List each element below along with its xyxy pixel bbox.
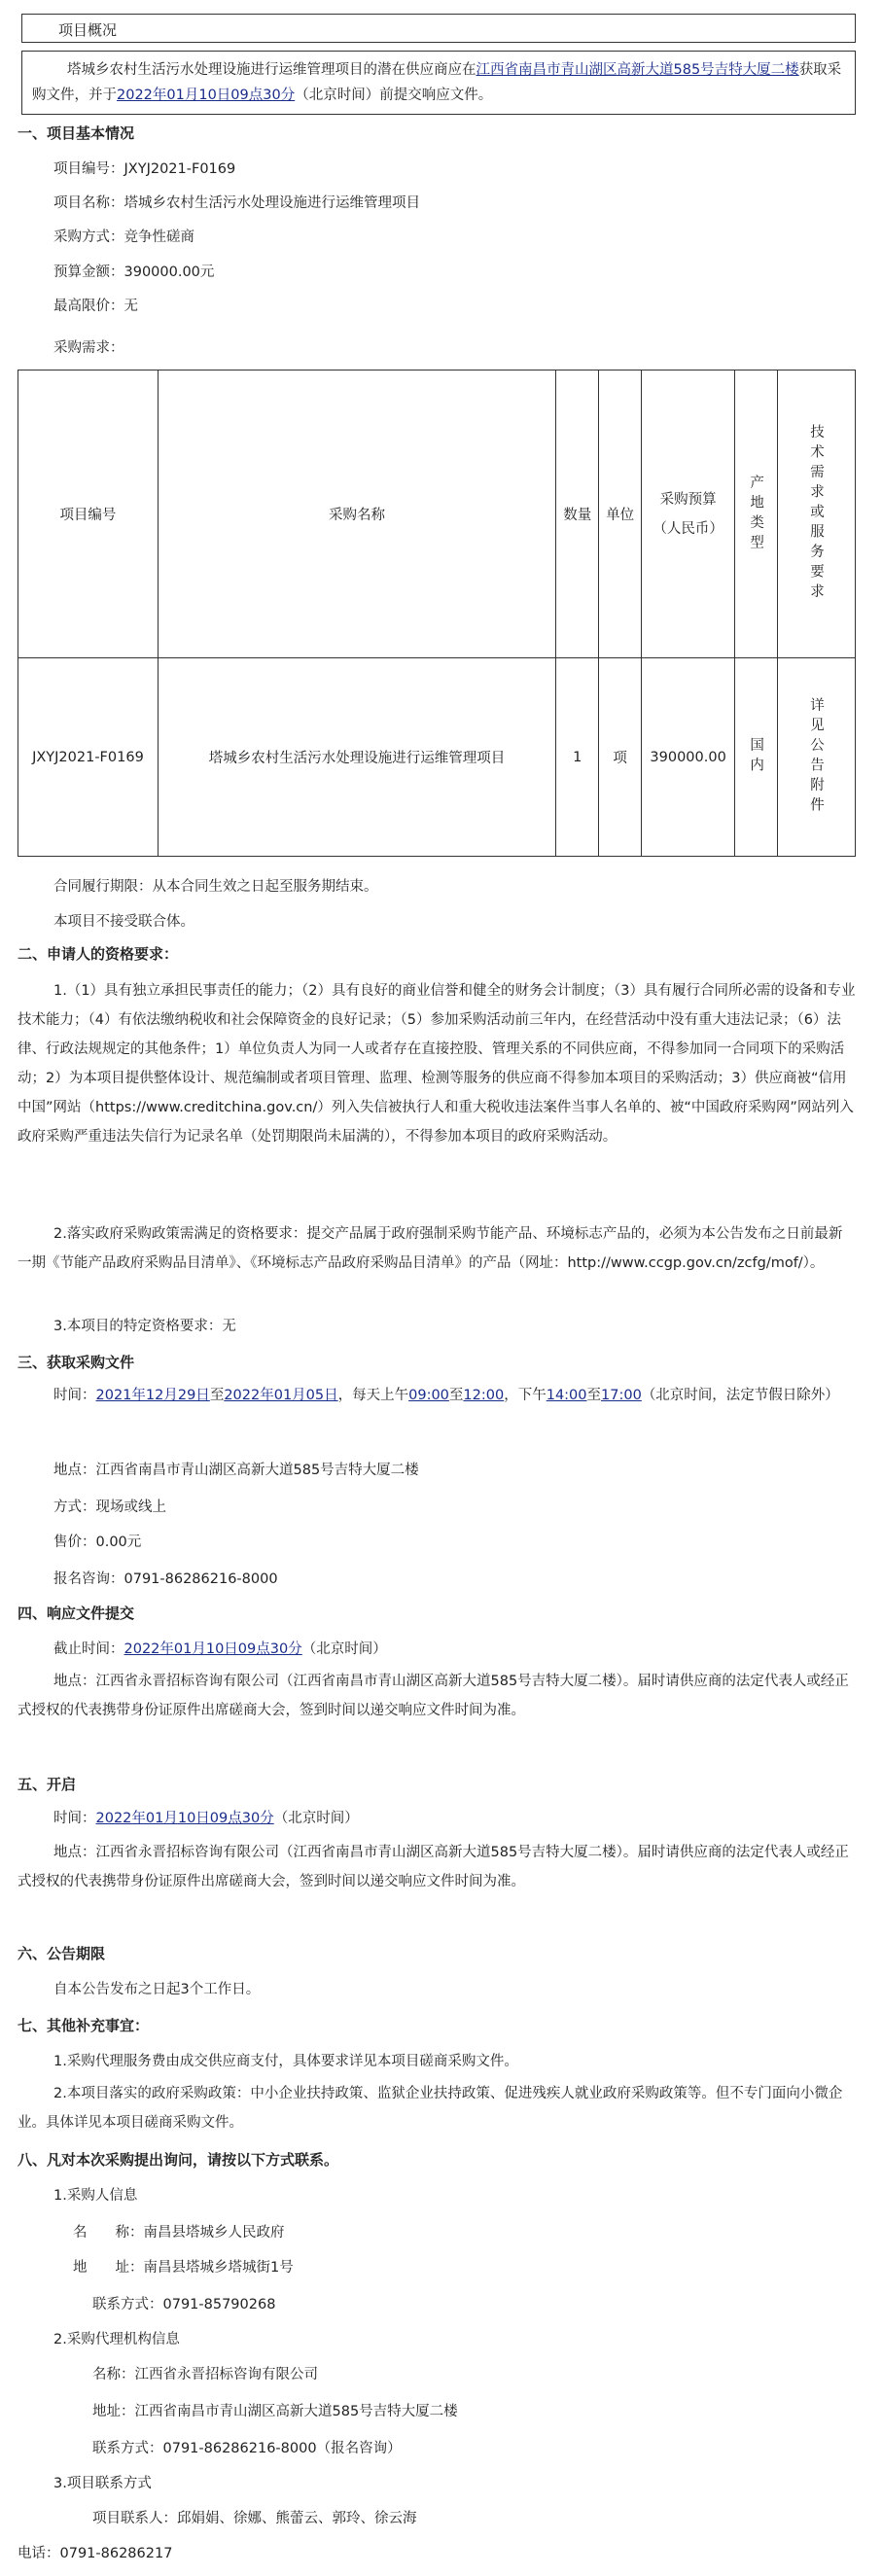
qualification-para-1: 1.（1）具有独立承担民事责任的能力；（2）具有良好的商业信誉和健全的财务会计制度；（3）具有履行合同所必需的设备和专业技术能力；（4）有依法缴纳税收和社会保障资金的良好记录；（5）参加采购活动前三年内，在经营活动中没有重大违法记录；（6）法律、行政法规规定的其他条件；1）单位负责人为同一人或者存在直接控股、管理关系的不同供应商，不得参加同一合同项下的采购活动；2）为本项目提供整体设计、规范编制或者项目管理、监理、检测等服务的供应商不得参加本项目的采购活动；3）供应商被“信用中国”网站（https://www.creditchina.gov.cn/）列入失信被执行人和重大税收违法案件当事人名单的、被“中国政府采购网”网站列入政府采购严重违法失信行为记录名单（处罚期限尚未届满的），不得参加本项目的政府采购活动。 <box>18 983 856 1145</box>
buyer-phone: 联系方式：0791-85790268 <box>92 2297 276 2312</box>
header-name: 采购名称 <box>158 371 555 658</box>
header-project-no: 项目编号 <box>18 371 159 658</box>
obtain-place: 地点：江西省南昌市青山湖区高新大道585号吉特大厦二楼 <box>53 1463 419 1478</box>
budget-amount: 预算金额：390000.00元 <box>53 265 215 280</box>
submission-deadline: 截止时间：2022年01月10日09点30分（北京时间） <box>53 1641 387 1657</box>
project-number: 项目编号：JXYJ2021-F0169 <box>53 161 236 177</box>
agent-phone: 联系方式：0791-86286216-8000（报名咨询） <box>92 2441 402 2456</box>
header-origin: 产地类型 <box>748 474 764 554</box>
section-7-heading: 七、其他补充事宜： <box>18 2017 150 2034</box>
section-4-heading: 四、响应文件提交 <box>18 1605 135 1622</box>
cell-quantity: 1 <box>556 658 599 857</box>
notice-deadline-link[interactable]: 2022年01月10日09点30分 <box>117 88 296 103</box>
supplement-1: 1.采购代理服务费由成交供应商支付，具体要求详见本项目磋商采购文件。 <box>53 2054 518 2069</box>
header-requirement: 技术需求或服务要求 <box>808 424 825 604</box>
contract-term: 合同履行期限：从本合同生效之日起至服务期结束。 <box>53 879 378 895</box>
obtain-price: 售价：0.00元 <box>53 1535 142 1550</box>
buyer-info-title: 1.采购人信息 <box>53 2188 138 2204</box>
section-1-heading: 一、项目基本情况 <box>18 124 135 142</box>
project-contact-title: 3.项目联系方式 <box>53 2476 152 2491</box>
notice-project-name: 塔城乡农村生活污水处理设施进行运维管理项目 <box>67 62 364 78</box>
section-6-heading: 六、公告期限 <box>18 1945 106 1962</box>
section-5-heading: 五、开启 <box>18 1776 77 1793</box>
agent-address: 地址：江西省南昌市青山湖区高新大道585号吉特大厦二楼 <box>92 2404 458 2419</box>
demand-table <box>18 370 856 857</box>
procurement-demand-label: 采购需求： <box>53 340 124 356</box>
table-header-row <box>18 371 856 658</box>
obtain-time: 时间：2021年12月29日至2022年01月05日，每天上午09:00至12:00，下午14:00至17:00（北京时间，法定节假日除外） <box>53 1388 839 1403</box>
section-8-heading: 八、凡对本次采购提出询问，请按以下方式联系。 <box>18 2151 339 2169</box>
announcement-period: 自本公告发布之日起3个工作日。 <box>53 1982 261 1997</box>
project-name: 项目名称：塔城乡农村生活污水处理设施进行运维管理项目 <box>53 195 420 211</box>
table-row <box>18 658 856 857</box>
registration-consult: 报名咨询：0791-86286216-8000 <box>53 1571 278 1587</box>
agent-info-title: 2.采购代理机构信息 <box>53 2332 180 2347</box>
project-contacts: 项目联系人：邱娟娟、徐娜、熊蕾云、郭玲、徐云海 <box>92 2511 417 2526</box>
overview-title-box <box>21 14 856 43</box>
opening-place: 地点：江西省永晋招标咨询有限公司（江西省南昌市青山湖区高新大道585号吉特大厦二楼）。届时请供应商的法定代表人或经正式授权的代表携带身份证原件出席磋商大会，签到时间以递交响应文件时间为准。 <box>18 1845 849 1889</box>
contact-phone: 电话：0791-86286217 <box>18 2546 173 2561</box>
buyer-name: 名 称：南昌县塔城乡人民政府 <box>73 2225 285 2241</box>
cell-unit: 项 <box>599 658 642 857</box>
qualification-para-3: 3.本项目的特定资格要求：无 <box>53 1319 236 1334</box>
section-3-heading: 三、获取采购文件 <box>18 1354 135 1371</box>
section-2-heading: 二、申请人的资格要求： <box>18 945 179 963</box>
submission-place: 地点：江西省永晋招标咨询有限公司（江西省南昌市青山湖区高新大道585号吉特大厦二楼）。届时请供应商的法定代表人或经正式授权的代表携带身份证原件出席磋商大会，签到时间以递交响应文件时间为准。 <box>18 1674 849 1718</box>
header-quantity: 数量 <box>556 371 599 658</box>
opening-time: 时间：2022年01月10日09点30分（北京时间） <box>53 1811 359 1826</box>
notice-place-link[interactable]: 江西省南昌市青山湖区高新大道585号吉特大厦二楼 <box>476 62 799 78</box>
cell-requirement: 详见公告附件 <box>808 697 825 817</box>
overview-title: 项目概况 <box>58 21 118 39</box>
obtain-mode: 方式：现场或线上 <box>53 1500 166 1515</box>
cell-project-no: JXYJ2021-F0169 <box>18 658 159 857</box>
cell-budget: 390000.00 <box>642 658 735 857</box>
overview-notice: 塔城乡农村生活污水处理设施进行运维管理项目的潜在供应商应在江西省南昌市青山湖区高新大道585号吉特大厦二楼获取采购文件，并于2022年01月10日09点30分（北京时间）前提交响应文件。 <box>21 51 856 115</box>
procurement-method: 采购方式：竞争性磋商 <box>53 229 194 245</box>
consortium-note: 本项目不接受联合体。 <box>53 914 194 930</box>
agent-name: 名称：江西省永晋招标咨询有限公司 <box>92 2367 318 2382</box>
qualification-para-2: 2.落实政府采购政策需满足的资格要求：提交产品属于政府强制采购节能产品、环境标志产品的，必须为本公告发布之日前最新一期《节能产品政府采购品目清单》、《环境标志产品政府采购品目清单》的产品（网址：http://www.ccgp.gov.cn/zcfg/mof/）。 <box>18 1226 843 1271</box>
cell-name: 塔城乡农村生活污水处理设施进行运维管理项目 <box>158 658 555 857</box>
buyer-address: 地 址：南昌县塔城乡塔城街1号 <box>73 2260 294 2276</box>
supplement-2: 2.本项目落实的政府采购政策：中小企业扶持政策、监狱企业扶持政策、促进残疾人就业政府采购政策等。但不专门面向小微企业。具体详见本项目磋商采购文件。 <box>18 2086 843 2131</box>
header-unit: 单位 <box>599 371 642 658</box>
cell-origin: 国内 <box>748 737 764 777</box>
header-budget: 采购预算（人民币） <box>653 491 723 537</box>
max-price: 最高限价：无 <box>53 299 138 314</box>
